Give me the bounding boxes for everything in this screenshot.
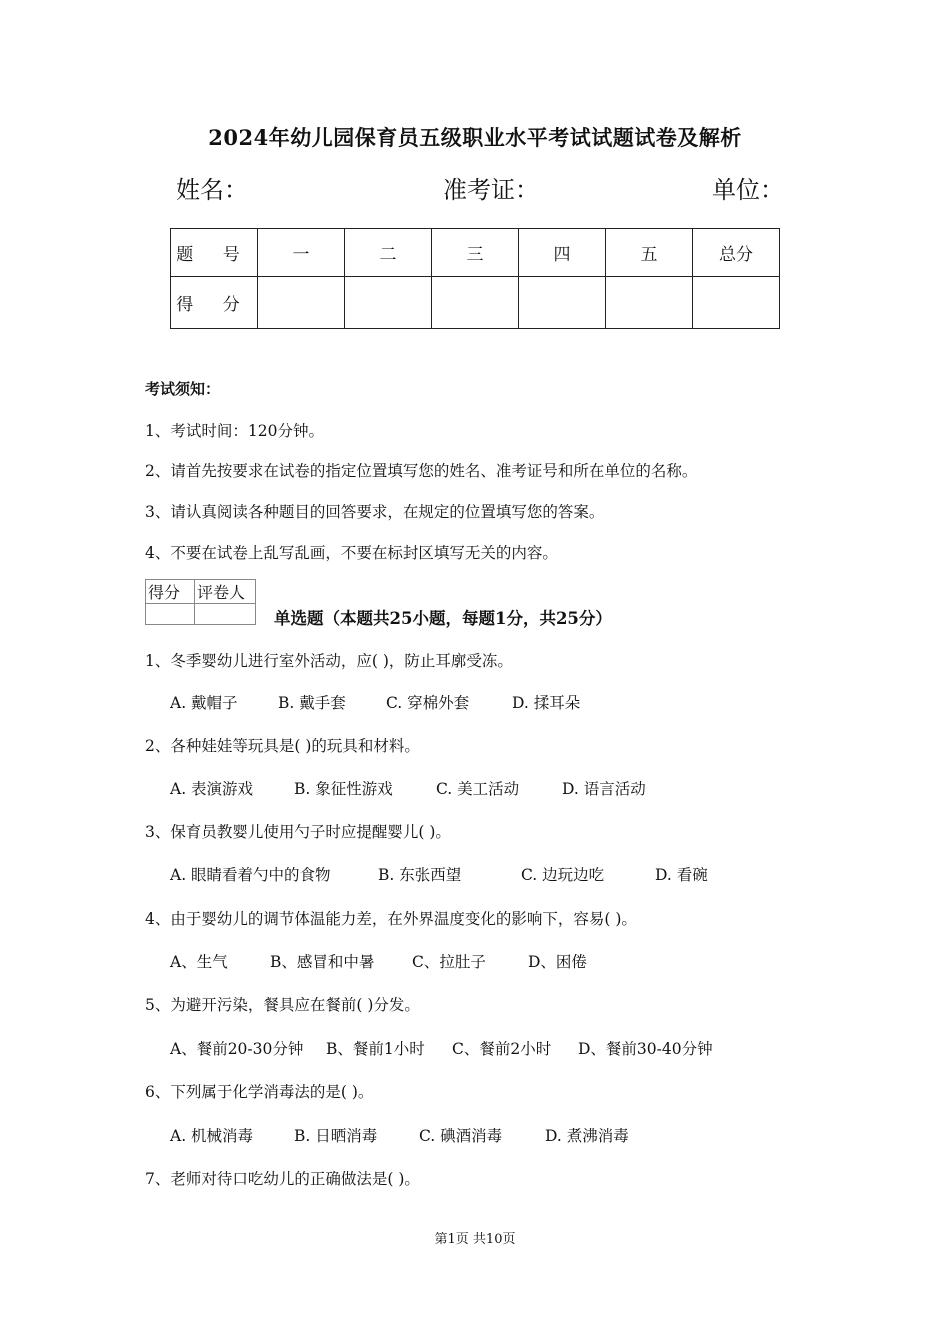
option: A. 机械消毒 — [170, 1127, 254, 1145]
score-cell — [432, 277, 519, 329]
question-options — [170, 691, 580, 713]
grader-reviewer-cell — [195, 604, 256, 625]
section-title: 单选题（本题共25小题，每题1分，共25分） — [274, 609, 612, 628]
grader-score-cell — [146, 604, 195, 625]
score-cell — [606, 277, 693, 329]
option: C. 碘酒消毒 — [419, 1127, 503, 1145]
notice-heading: 考试须知： — [145, 380, 221, 398]
score-table — [170, 228, 780, 329]
question-text: 2、各种娃娃等玩具是( )的玩具和材料。 — [145, 737, 420, 755]
notice-item: 1、考试时间：120分钟。 — [145, 422, 324, 440]
page-title: 2024年幼儿园保育员五级职业水平考试试题试卷及解析 — [208, 125, 742, 150]
option: D、困倦 — [528, 953, 587, 971]
option: A. 眼睛看着勺中的食物 — [170, 866, 331, 884]
exam-id-field-label: 准考证： — [443, 176, 539, 204]
question-options — [170, 777, 646, 799]
option: B、感冒和中暑 — [270, 953, 375, 971]
column-header: 三 — [432, 229, 519, 277]
option: C. 美工活动 — [436, 780, 520, 798]
grader-score-label: 得分 — [146, 580, 195, 604]
score-label: 得 分 — [171, 277, 258, 329]
option: D. 语言活动 — [562, 780, 646, 798]
option: D、餐前30-40分钟 — [578, 1040, 713, 1058]
score-cell — [519, 277, 606, 329]
column-header: 五 — [606, 229, 693, 277]
option: B. 东张西望 — [378, 866, 462, 884]
question-text: 3、保育员教婴儿使用勺子时应提醒婴儿( )。 — [145, 823, 451, 841]
option: A、生气 — [170, 953, 228, 971]
option: B. 象征性游戏 — [294, 780, 393, 798]
question-options — [170, 863, 708, 885]
column-header: 四 — [519, 229, 606, 277]
question-options — [170, 1037, 713, 1059]
option: C. 穿棉外套 — [386, 694, 470, 712]
option: D. 煮沸消毒 — [545, 1127, 629, 1145]
score-cell — [693, 277, 780, 329]
option: D. 揉耳朵 — [512, 694, 581, 712]
name-field-label: 姓名： — [176, 176, 248, 204]
option: A. 戴帽子 — [170, 694, 238, 712]
page-footer: 第1页 共10页 — [434, 1232, 516, 1247]
question-text: 4、由于婴幼儿的调节体温能力差，在外界温度变化的影响下，容易( )。 — [145, 910, 637, 928]
notice-item: 4、不要在试卷上乱写乱画，不要在标封区填写无关的内容。 — [145, 544, 558, 562]
question-number-label: 题 号 — [171, 229, 258, 277]
question-text: 1、冬季婴幼儿进行室外活动，应( )，防止耳廓受冻。 — [145, 652, 513, 670]
column-header: 总分 — [693, 229, 780, 277]
notice-item: 3、请认真阅读各种题目的回答要求，在规定的位置填写您的答案。 — [145, 503, 605, 521]
option: B. 日晒消毒 — [294, 1127, 378, 1145]
option: C. 边玩边吃 — [521, 866, 605, 884]
score-cell — [258, 277, 345, 329]
option: C、餐前2小时 — [452, 1040, 552, 1058]
score-table-score-row — [171, 277, 780, 329]
option: B、餐前1小时 — [326, 1040, 425, 1058]
score-cell — [345, 277, 432, 329]
option: A. 表演游戏 — [170, 780, 254, 798]
option: D. 看碗 — [655, 866, 708, 884]
question-text: 7、老师对待口吃幼儿的正确做法是( )。 — [145, 1170, 420, 1188]
grader-reviewer-label: 评卷人 — [195, 580, 256, 604]
column-header: 一 — [258, 229, 345, 277]
unit-field-label: 单位： — [712, 176, 784, 204]
option: C、拉肚子 — [412, 953, 486, 971]
score-table-header-row — [171, 229, 780, 277]
question-text: 5、为避开污染，餐具应在餐前( )分发。 — [145, 996, 420, 1014]
question-text: 6、下列属于化学消毒法的是( )。 — [145, 1083, 374, 1101]
option: B. 戴手套 — [278, 694, 346, 712]
option: A、餐前20-30分钟 — [170, 1040, 304, 1058]
question-options — [170, 1124, 629, 1146]
question-options — [170, 950, 587, 972]
notice-item: 2、请首先按要求在试卷的指定位置填写您的姓名、准考证号和所在单位的名称。 — [145, 462, 698, 480]
column-header: 二 — [345, 229, 432, 277]
grader-box — [145, 579, 256, 625]
